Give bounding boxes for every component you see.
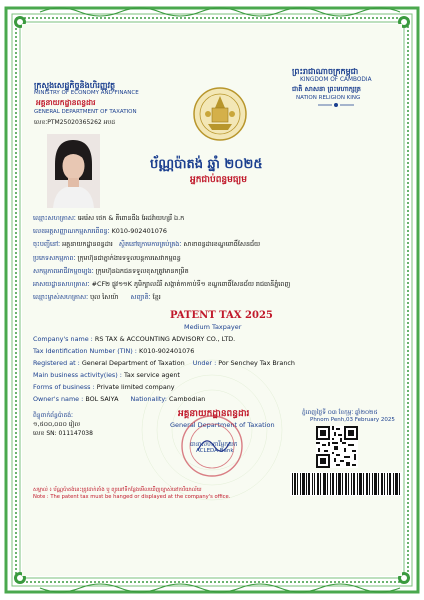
stamp-department-kh: អគ្គនាយកដ្ឋានពន្ធដារ <box>178 409 250 419</box>
motto-en: NATION RELIGION KING <box>296 95 361 101</box>
qr-code-icon <box>316 426 358 468</box>
owner-photo <box>47 134 100 208</box>
kh-field-activity: ប្រភេទសកម្មភាពៈ ក្រុមហ៊ុនជាភ្នាក់ងារទទួលបន្តការសេវាកម្មពន្ធ <box>33 254 181 262</box>
kh-field-registered: ចុះបញ្ជីនៅៈ អគ្គនាយកដ្ឋានពន្ធដារ ស្ថិតនៅក្រោមការគ្រប់គ្រងៈ សាខាពន្ធដារខណ្ឌពោធិ៍សែនជ័យ <box>33 240 261 248</box>
en-field-registered: Registered at : General Department of Taxation Under : Por Senchey Tax Branch <box>33 359 295 367</box>
kh-field-address: អាសយដ្ឋានសហគ្រាសៈ #CF២ ផ្លូវ១១K ភូមិក្បាលដំរី សង្កាត់កាកាប់ទី១ ខណ្ឌពោធិ៍សែនជ័យ រាជធានីភ្នំពេញ <box>33 280 291 288</box>
kh-field-business-form: សកម្មភាពអាជីវកម្មចម្បងៈ ក្រុមហ៊ុនឯកជនទទួលខុសត្រូវមានកម្រិត <box>33 267 189 275</box>
kh-field-owner: ឈ្មោះម្ចាស់សហគ្រាសៈ បុល សៃយ៉ា សញ្ជាតិៈ ខ្មែរ <box>33 293 161 301</box>
signer-kh: ធានាសហការីអ្នកយក <box>190 441 238 448</box>
en-field-business-form: Forms of business : Private limited company <box>33 383 175 391</box>
patent-subtitle-en: Medium Taxpayer <box>184 323 242 331</box>
patent-title-en: PATENT TAX 2025 <box>170 310 273 321</box>
issue-date-kh: ភ្នំពេញថ្ងៃទី ០៣ ខែកុម្ភៈ ឆ្នាំ២០២៥ <box>302 410 378 416</box>
kingdom-en: KINGDOM OF CAMBODIA <box>300 77 372 83</box>
certificate-title-kh: ប័ណ្ណប៉ាតង់ ឆ្នាំ ២០២៥ <box>150 157 263 172</box>
en-field-company: Company's name : RS TAX & ACCOUNTING ADVISORY CO., LTD. <box>33 335 236 343</box>
signer-en: ACLEDA Bank <box>196 448 234 454</box>
en-field-owner: Owner's name : BOL SAIYA Nationality: Cambodian <box>33 395 206 403</box>
motto-kh: ជាតិ សាសនា ព្រះមហាក្សត្រ <box>292 85 361 93</box>
taxpayer-type-kh: អ្នកជាប់ពន្ធមធ្យម <box>190 175 247 185</box>
reference-number: លេខៈPTM25020365262 អបដ <box>34 119 116 126</box>
kh-field-company: ឈ្មោះសហគ្រាសៈ អេរ៉េស ថេក & គីពោនធីង អែដវ៉ាយហ្សរី ឯ.ក <box>33 214 185 222</box>
barcode-icon <box>290 472 402 496</box>
serial-number: លេខ SN: 011147038 <box>33 430 93 437</box>
kingdom-kh: ព្រះរាជាណាចក្រកម្ពុជា <box>292 67 359 76</box>
ministry-kh: ក្រសួងសេដ្ឋកិច្ចនិងហិរញ្ញវត្ថុ <box>34 81 116 90</box>
department-en: GENERAL DEPARTMENT OF TAXATION <box>34 109 137 115</box>
fee-amount: ១,៥០០,០០០ រៀល <box>33 421 81 428</box>
issue-date-en: Phnom Penh,03 February 2025 <box>310 417 395 423</box>
en-field-tin: Tax Identification Number (TIN) : K010-902401076 <box>33 347 195 355</box>
note-en: Note : The patent tax must be hanged or displayed at the company's office. <box>33 494 231 500</box>
stamp-department-en: General Department of Taxation <box>170 421 275 429</box>
department-kh: អគ្គនាយកដ្ឋានពន្ធដារ <box>36 98 96 107</box>
ministry-en: MINISTRY OF ECONOMY AND FINANCE <box>34 90 139 96</box>
ornament-divider-icon <box>318 102 354 108</box>
note-kh: សម្គាល់ ៖ ប័ណ្ណប៉ាតង់នេះត្រូវដាក់តាំង ឬ ព្យួរនៅទីកន្លែងមើលឃើញច្បាស់នៅការិយាល័យ <box>33 487 202 493</box>
kh-field-tin: លេខអត្តសញ្ញាណកម្មសារពើពន្ធៈ K010-902401076 <box>33 227 167 235</box>
fee-label-kh: ពិន្ទុពាក់ព័ន្ធប៉ាតង់ៈ <box>33 412 73 419</box>
en-field-activity: Main business activity(ies) : Tax service agent <box>33 371 180 379</box>
government-emblem-icon <box>192 86 248 142</box>
